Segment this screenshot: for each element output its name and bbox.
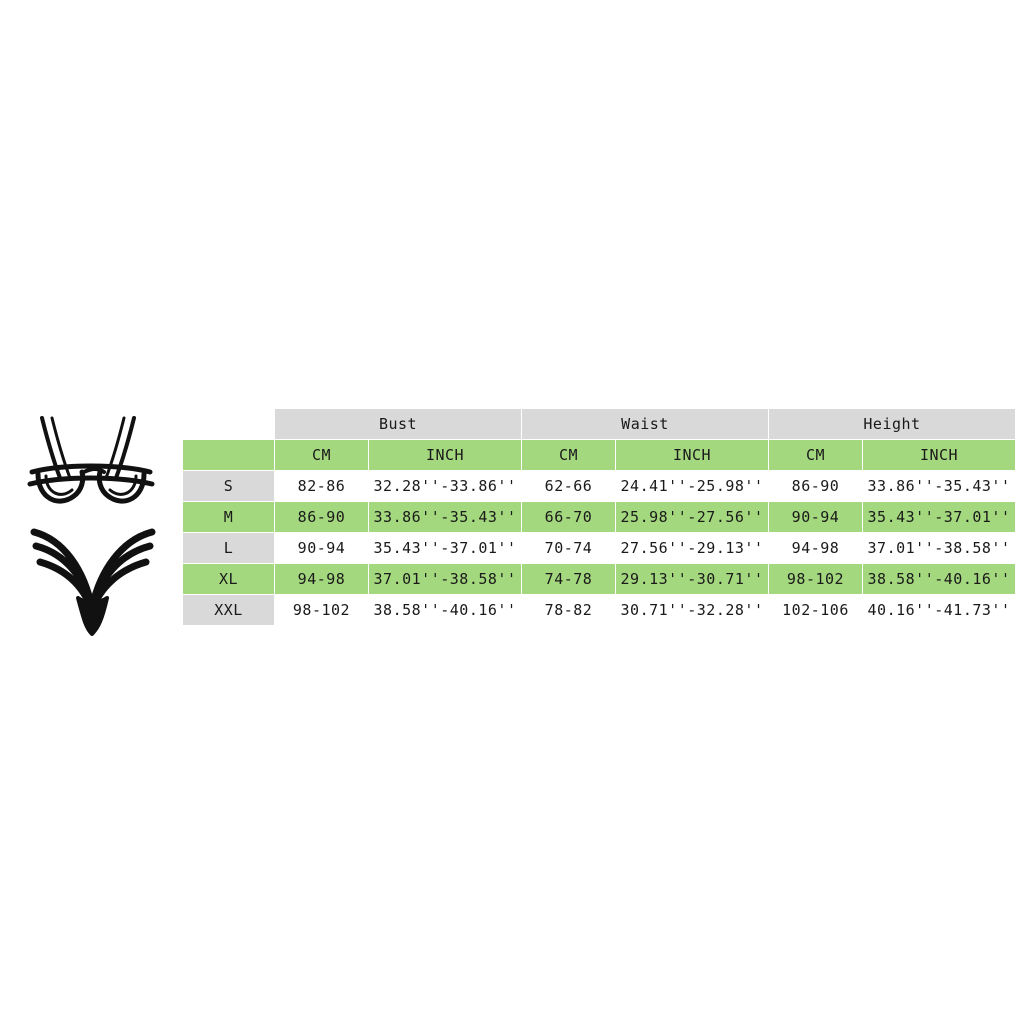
unit-header-height-cm: CM — [769, 440, 863, 471]
cell-waist-cm: 74-78 — [522, 564, 616, 595]
table-row — [183, 564, 1016, 595]
unit-header-bust-cm: CM — [275, 440, 369, 471]
table-group-header-row — [183, 409, 1016, 440]
cell-waist-inch: 25.98''-27.56'' — [616, 502, 769, 533]
cell-bust-inch: 35.43''-37.01'' — [369, 533, 522, 564]
cell-waist-cm: 70-74 — [522, 533, 616, 564]
unit-header-bust-inch: INCH — [369, 440, 522, 471]
row-size-label: L — [183, 533, 275, 564]
group-header-height: Height — [769, 409, 1016, 440]
row-size-label: XL — [183, 564, 275, 595]
cell-waist-inch: 30.71''-32.28'' — [616, 595, 769, 626]
table-row — [183, 471, 1016, 502]
row-size-label: M — [183, 502, 275, 533]
row-size-label: S — [183, 471, 275, 502]
group-header-waist: Waist — [522, 409, 769, 440]
cell-height-inch: 38.58''-40.16'' — [863, 564, 1016, 595]
cell-bust-cm: 86-90 — [275, 502, 369, 533]
cell-height-inch: 37.01''-38.58'' — [863, 533, 1016, 564]
cell-bust-inch: 32.28''-33.86'' — [369, 471, 522, 502]
table-row — [183, 533, 1016, 564]
cell-height-inch: 33.86''-35.43'' — [863, 471, 1016, 502]
cell-bust-cm: 82-86 — [275, 471, 369, 502]
cell-height-inch: 35.43''-37.01'' — [863, 502, 1016, 533]
table-unit-header-row — [183, 440, 1016, 471]
cell-height-cm: 86-90 — [769, 471, 863, 502]
cell-waist-inch: 27.56''-29.13'' — [616, 533, 769, 564]
size-chart — [182, 408, 1014, 626]
cell-waist-cm: 62-66 — [522, 471, 616, 502]
cell-bust-cm: 94-98 — [275, 564, 369, 595]
cell-bust-inch: 38.58''-40.16'' — [369, 595, 522, 626]
cell-waist-cm: 78-82 — [522, 595, 616, 626]
cell-height-cm: 94-98 — [769, 533, 863, 564]
unit-header-size — [183, 440, 275, 471]
row-size-label: XXL — [183, 595, 275, 626]
unit-header-waist-cm: CM — [522, 440, 616, 471]
cell-waist-cm: 66-70 — [522, 502, 616, 533]
cell-bust-cm: 98-102 — [275, 595, 369, 626]
corner-blank-cell — [183, 409, 275, 440]
cell-waist-inch: 29.13''-30.71'' — [616, 564, 769, 595]
cell-bust-inch: 37.01''-38.58'' — [369, 564, 522, 595]
cell-height-inch: 40.16''-41.73'' — [863, 595, 1016, 626]
cell-height-cm: 102-106 — [769, 595, 863, 626]
cell-bust-cm: 90-94 — [275, 533, 369, 564]
unit-header-waist-inch: INCH — [616, 440, 769, 471]
group-header-bust: Bust — [275, 409, 522, 440]
unit-header-height-inch: INCH — [863, 440, 1016, 471]
cell-height-cm: 90-94 — [769, 502, 863, 533]
bikini-set-illustration — [18, 412, 168, 642]
cell-height-cm: 98-102 — [769, 564, 863, 595]
table-row — [183, 595, 1016, 626]
size-chart-table — [182, 408, 1016, 626]
table-row — [183, 502, 1016, 533]
cell-waist-inch: 24.41''-25.98'' — [616, 471, 769, 502]
cell-bust-inch: 33.86''-35.43'' — [369, 502, 522, 533]
